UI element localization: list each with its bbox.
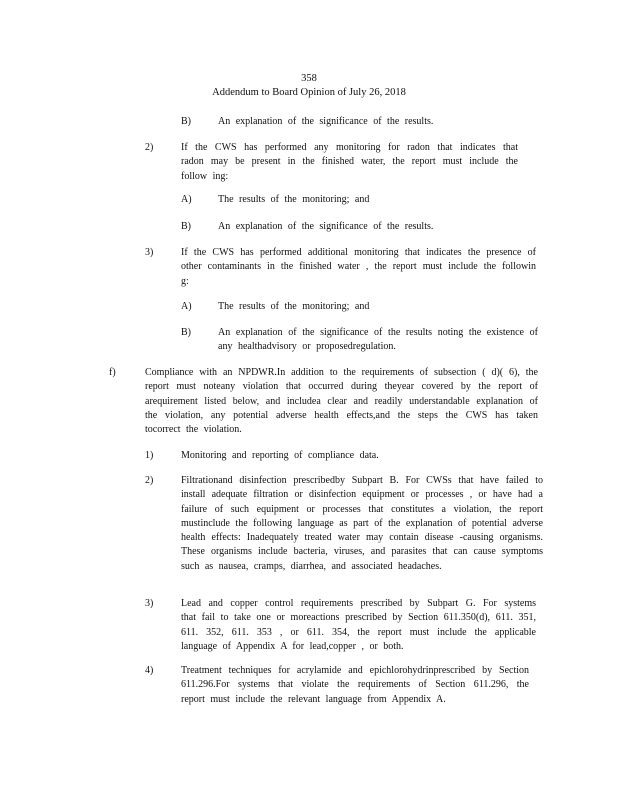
list-label: 1) <box>145 450 154 461</box>
list-label: 4) <box>145 665 154 676</box>
list-item-text: An explanation of the significance of the results noting the existence of any healthadvisory or proposedregulation. <box>218 327 538 353</box>
page-number: 358 <box>301 73 317 84</box>
list-label: B) <box>181 116 191 127</box>
list-item-text: An explanation of the significance of the results. <box>218 221 434 232</box>
list-label: 3) <box>145 598 154 609</box>
list-item-text: If the CWS has performed additional monitoring that indicates the presence of other contaminants in the finished water , the report must include the followin g: <box>181 247 536 287</box>
list-label: A) <box>181 301 192 312</box>
list-item-text: Monitoring and reporting of compliance data. <box>181 450 379 461</box>
list-item-text: An explanation of the significance of the results. <box>218 116 434 127</box>
list-label: B) <box>181 327 191 338</box>
section-label: f) <box>109 367 116 378</box>
list-label: 2) <box>145 475 154 486</box>
list-item-text: If the CWS has performed any monitoring for radon that indicates that radon may be present in the finished water, the report must include the follow ing: <box>181 142 518 182</box>
list-label: B) <box>181 221 191 232</box>
list-label: 3) <box>145 247 154 258</box>
list-item-text: Filtrationand disinfection prescribedby Subpart B. For CWSs that have failed to install adequate filtration or disinfection equipment or processes , or have had a failure of such equipment or processes that constitutes a violation, the report mustinclude the following language as part of the explanation of potential adverse health effects: Inadequately treated water may contain disease -causing organisms. These organisms include bacteria, viruses, and parasites that can cause symptoms such as nausea, cramps, diarrhea, and associated headaches. <box>181 475 543 572</box>
list-label: 2) <box>145 142 154 153</box>
section-text: Compliance with an NPDWR.In addition to the requirements of subsection ( d)( 6), the report must noteany violation that occurred during theyear covered by the report of arequirement listed below, and includea clear and readily understandable explanation of the violation, any potential adverse health effects,and the steps the CWS has taken tocorrect the violation. <box>145 367 538 436</box>
list-item-text: Lead and copper control requirements prescribed by Subpart G. For systems that fail to take one or moreactions prescribed by Section 611.350(d), 611. 351, 611. 352, 611. 353 , or 611. 354, the report must include the applicable language of Appendix A for lead,copper , or both. <box>181 598 536 652</box>
list-item-text: The results of the monitoring; and <box>218 194 370 205</box>
page-subtitle: Addendum to Board Opinion of July 26, 2018 <box>212 87 406 98</box>
list-label: A) <box>181 194 192 205</box>
list-item-text: Treatment techniques for acrylamide and epichlorohydrinprescribed by Section 611.296.For systems that violate the requirements of Section 611.296, the report must include the relevant language from Appendix A. <box>181 665 529 705</box>
list-item-text: The results of the monitoring; and <box>218 301 370 312</box>
